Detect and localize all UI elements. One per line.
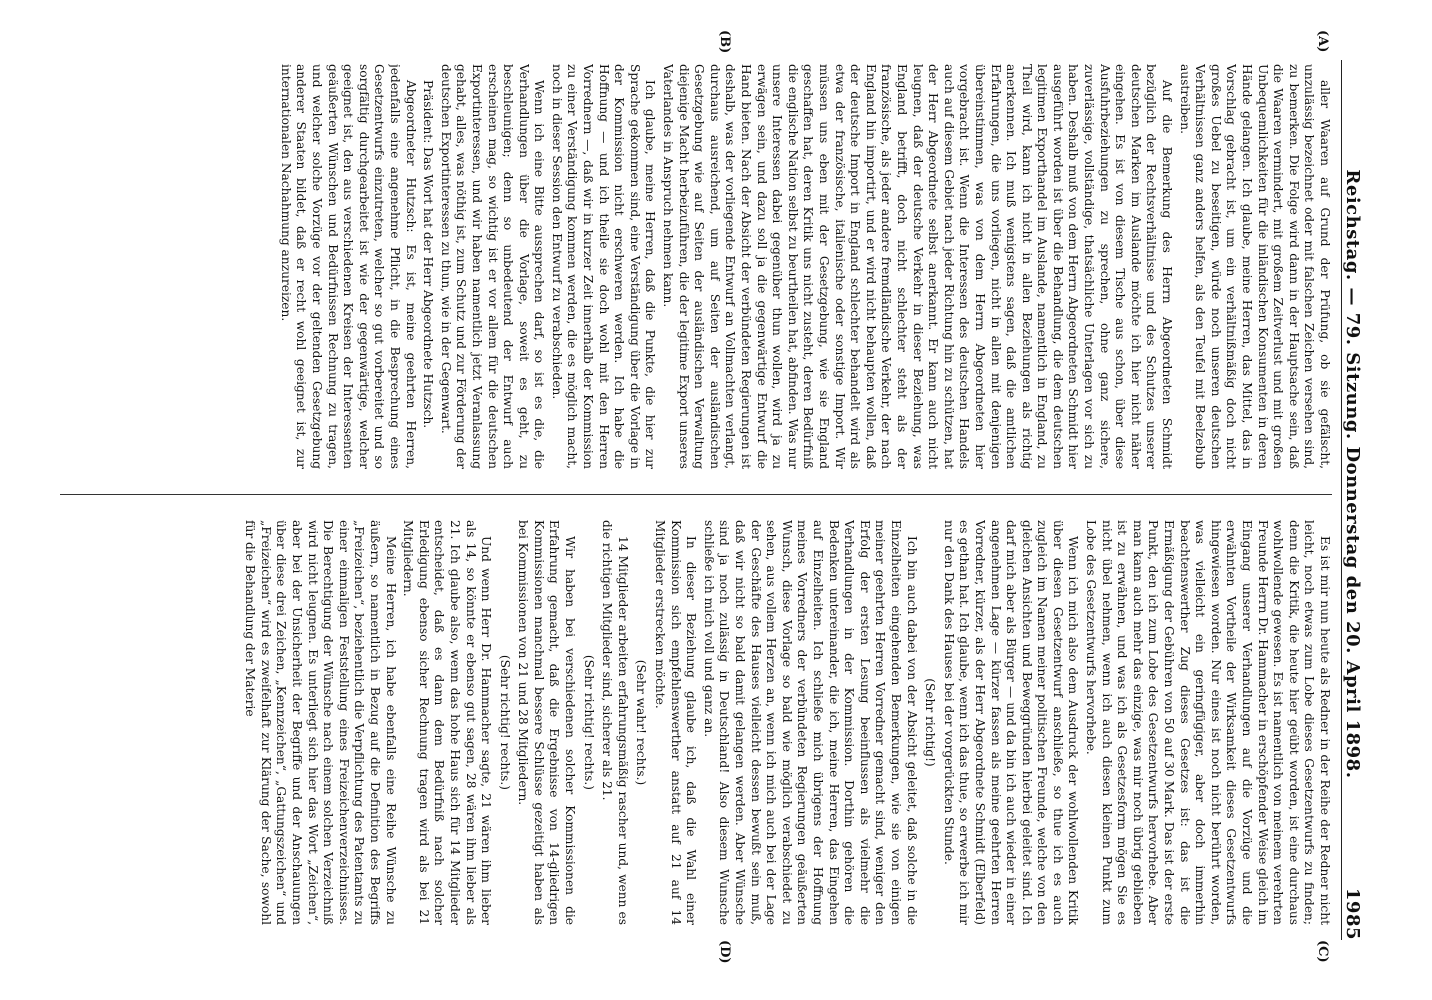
paragraph: Und wenn Herr Dr. Hammacher sagte, 21 wären ihm lieber als 14, so könnte er ebenso gut sagen, 28 wären ihm lieber als 21. Ich glaube also, wenn das hohe Haus sich für 14 Mitglieder entscheidet, daß es dann dem Bedürfniß nach solcher Erledigung ebenso sicher Rechnung tragen wird als bei 21 Mitgliedern. — [401, 520, 494, 925]
paragraph: Es ist mir nun heute als Redner in der Reihe der Redner nicht leicht, noch etwas zum Lobe dieses Gesetzentwurfs zu finden; denn die Kritik, die heute hier geübt worden, ist eine durchaus wohlwollende gewesen. Es ist namentlich von meinem verehrten Freunde Herrn Dr. Hammacher in erschöpfender Weise gleich im Eingang unserer Verhandlungen auf die Vorzüge und die erwähnten Vortheile der Wirksamkeit dieses Gesetzentwurfs hingewiesen worden. Nur eines ist noch nicht berührt worden, was vielleicht ein geringfügiger, aber doch immerhin beachtenswerther Zug dieses Gesetzes ist: das ist die Ermäßigung der Gebühren von 50 auf 30 Mark. Das ist der erste Punkt, den ich zum Lobe des Gesetzentwurfs hervorhebe. Aber man kann auch mehr das einzige, was mir noch übrig geblieben ist zu erwähnen, und was ich als Gesetzesform mögen Sie es nicht übel nehmen, wenn ich auch diesen kleinen Punkt zum Lobe des Gesetzentwurfs hervorhebe. — [1084, 520, 1332, 925]
paragraph: Meine Herren, ich habe ebenfalls eine Reihe Wünsche zu äußern, so namentlich in Bezug auf die Definition des Begriffs „Freizeichen“, beziehentlich die Verpflichtung des Patentamts zu einer einmaligen Feststellung eines Freizeichenverzeichnisses. Die Berechtigung der Wünsche nach einem solchen Verzeichniß wird nicht leugnen. Es unterliegt sich hier das Wort „Zeichen“, aber bei der Unsicherheit der Begriffe und der Anschauungen über diese drei Zeichen, „Kennzeichen“, „Gattungszeichen“ und „Freizeichen“ wird es zweifelhaft zur Klärung der Sache, sowohl für die Behandlung der Materie — [243, 520, 398, 925]
page-header — [1341, 60, 1372, 940]
margin-marker-b: (B) — [717, 30, 732, 54]
speaker-paragraph: Präsident: Das Wort hat der Herr Abgeordnete Hutzsch. — [421, 80, 436, 429]
paragraph: Ich bin auch dabei von der Absicht geleitet, daß solche in die Einzelheiten eingehenden Bemerkungen, wie sie von einigen meiner geehrten Herren Vorredner gemacht sind, weniger den Erfolg der ersten Lesung beeinflussen als vielmehr die Verhandlungen in der Kommission. Dorthin gehören die Bedenken untereinander, die ich, meine Herren, das Eingehen auf Einzelheiten. Ich schließe mich übrigens der Hoffnung meines Vorredners der verbündeten Regierungen geäußerten Wunsch, diese Vorlage so bald wie möglich verabschiedet zu sehen, aus vollem Herzen an, wenn ich mich auch bei der Lage der Geschäfte des Hauses vielleicht dessen bewußt sein muß, daß wir nicht so bald damit gelangen werden. Aber Wünsche sind ja noch zulässig in Deutschland! Also diesem Wunsche schließe ich mich voll und ganz an. — [701, 520, 919, 925]
interjection: (Sehr richtig!) — [923, 678, 938, 767]
margin-marker-d: (D) — [717, 940, 732, 964]
paragraph: Ich glaube, meine Herren, daß die Punkte, die hier zur Sprache gekommen sind, eine Verständigung über die Vorlage in der Kommission nicht erschweren werden. Ich habe die Hoffnung — und ich theile sie doch wohl mit den Herren Vorrednern —, daß wir in kurzer Zeit innerhalb der Kommission zu einer Verständigung kommen werden, die es möglich macht, noch in dieser Session den Entwurf zu verabschieden. — [549, 64, 658, 469]
paragraph: Wir haben bei verschiedenen solcher Kommissionen die Erfahrung gemacht, daß die Ergebnisse von 14-gliedrigen Kommissionen manchmal bessere Schlüsse gezeitigt haben als bei Kommissionen von 21 und 28 Mitgliedern. — [516, 520, 578, 925]
paragraph: Auf die Bemerkung des Herrn Abgeordneten Schmidt bezüglich der Rechtsverhältnisse und des Schutzes unserer deutschen Marken im Auslande möchte ich hier nicht näher eingehen. Es ist von diesem Tische aus schon, über diese Ausfuhrbeziehungen zu sprechen, ohne ganz sichere, zuverlässige, vollständige, thatsächliche Unterlagen vor sich zu haben. Deshalb muß von dem Herrn Abgeordneten Schmidt hier ausgeführt worden ist über die Behandlung, die dem deutschen legitimen Exporthandel im Auslande, namentlich in England, zu Theil wird, kann ich nicht in allen Beziehungen als richtig anerkennen. Ich muß wenigstens sagen, daß die amtlichen Erfahrungen, die uns vorliegen, nicht in allen mit denjenigen übereinstimmen, was von dem Herrn Abgeordneten hier vorgebracht ist. Wenn die Interessen des deutschen Handels auch auf diesem Gebiet nach jeder Richtung hin zu schützen, hat der Herr Abgeordnete selbst anerkannt. Er kann auch nicht leugnen, daß der deutsche Verkehr in dieser Beziehung, was England betrifft, doch nicht schlechter steht als der französische, als jeder andere fremdländische Verkehr, der nach England hin importirt, und er wird nicht behaupten wollen, daß der deutsche Import in England schlechter behandelt wird als etwa der französische, italienische oder sonstige Import. Wir müssen uns eben mit der Gesetzgebung, wie sie England geschaffen hat, deren Kritik uns nicht zusteht, deren Bedürfniß die englische Nation selbst zu beurtheilen hat, abfinden. Was nur unsere Interessen dabei gegenüber thun wollen, wird ja zu erwägen sein, und dazu soll ja die gegenwärtige Entwurf die Hand bieten. Nach der Absicht der verbündeten Regierungen ist deshalb, was der vorliegende Entwurf an Vollmachten verlangt, durchaus ausreichend, um auf Seiten der ausländischen Gesetzgebung wie auf Seiten der ausländischen Verwaltung diejenige Macht herbeizuführen, die der legitime Export unseres Vaterlandes in Anspruch nehmen kann. — [661, 64, 1175, 469]
left-text-column — [40, 64, 1332, 469]
paragraph: Wenn ich eine Bitte aussprechen darf, so ist es die, die Verhandlungen über die Vorlage, soweit es geht, zu beschleunigen; denn so unbedeutend der Entwurf auch erscheinen mag, so wichtig ist er vor allem für die deutschen Exportinteressen, und wir haben namentlich jetzt Veranlassung gehabt, alles, was nöthig ist, zum Schutz und zur Förderung der deutschen Exportinteressen zu thun, wie in der Gegenwart. — [438, 64, 547, 469]
paragraph: Wenn ich mich also dem Ausdruck der wohlwollenden Kritik über diesen Gesetzentwurf anschließe, so thue ich es auch zugleich im Namen meiner politischen Freunde, welche von den gleichen Ansichten und Beweggründen hierbei geleitet sind. Ich darf mich aber als Bürger — und da bin ich auch wieder in einer angenehmen Lage — kürzer fassen als meine geehrten Herren Vorredner, kürzer, als der Herr Abgeordnete Schmidt (Elberfeld) es gethan hat. Ich glaube, wenn ich das thue, so erwerbe ich mir nur den Dank des Hauses bei der vorgerückten Stunde. — [941, 520, 1081, 925]
margin-marker-a: (A) — [1315, 30, 1330, 53]
right-text-column — [40, 520, 1332, 925]
interjection: (Sehr richtig! rechts.) — [581, 654, 596, 791]
paragraph: aller Waaren auf Grund der Prüfung, ob sie gefälscht, unzulässig bezeichnet oder mit falschen Zeichen versehen sind, zu bemerken. Die Folge wird dann in der Hauptsache sein, daß die Waaren vermindert, mit großem Zeitverlust und mit großen Unbequemlichkeiten für die inländischen Konsumenten in deren Hände gelangen. Ich glaube, meine Herren, das Mittel, das in Vorschlag gebracht ist, um ein verhältnißmäßig doch nicht großes Uebel zu beseitigen, würde noch unseren deutschen Verhältnissen ganz anders helfen, als den Teufel mit Beelzebub austreiben. — [1177, 64, 1332, 469]
header-title: Reichstag. — 79. Sitzung. Donnerstag den 20. April 1898. — [1342, 169, 1363, 779]
speaker-paragraph: Abgeordneter Hutzsch: Es ist, meine geehrten Herren, jedenfalls eine angenehme Pflicht, in die Besprechung eines Gesetzentwurfs einzutreten, welcher so gut vorbereitet und so sorgfältig durchgearbeitet ist wie der gegenwärtige, welcher geeignet ist, den aus verschiedenen Kreisen der Interessenten geäußerten Wünschen und Bedürfnissen Rechnung zu tragen, und welcher solche Vorzüge vor der geltenden Gesetzgebung anderer Staaten bildet, daß er recht wohl geeignet ist, zur internationalen Nachahmung anzureizen. — [278, 64, 418, 469]
interjection: (Sehr wahr! rechts.) — [634, 659, 649, 786]
column-divider — [60, 494, 1332, 495]
paragraph: 14 Mitglieder arbeiten erfahrungsmäßig rascher und, wenn es die richtigen Mitglieder sind, sicherer als 21. — [600, 520, 630, 925]
paragraph: In dieser Beziehung glaube ich, daß die Wahl einer Kommission sich empfehlenswerther anstatt auf 21 auf 14 Mitglieder erstrecken möchte. — [653, 520, 699, 925]
page-number: 1985 — [1342, 887, 1363, 940]
margin-marker-c: (C) — [1315, 940, 1330, 963]
interjection: (Sehr richtig! rechts.) — [497, 654, 512, 791]
